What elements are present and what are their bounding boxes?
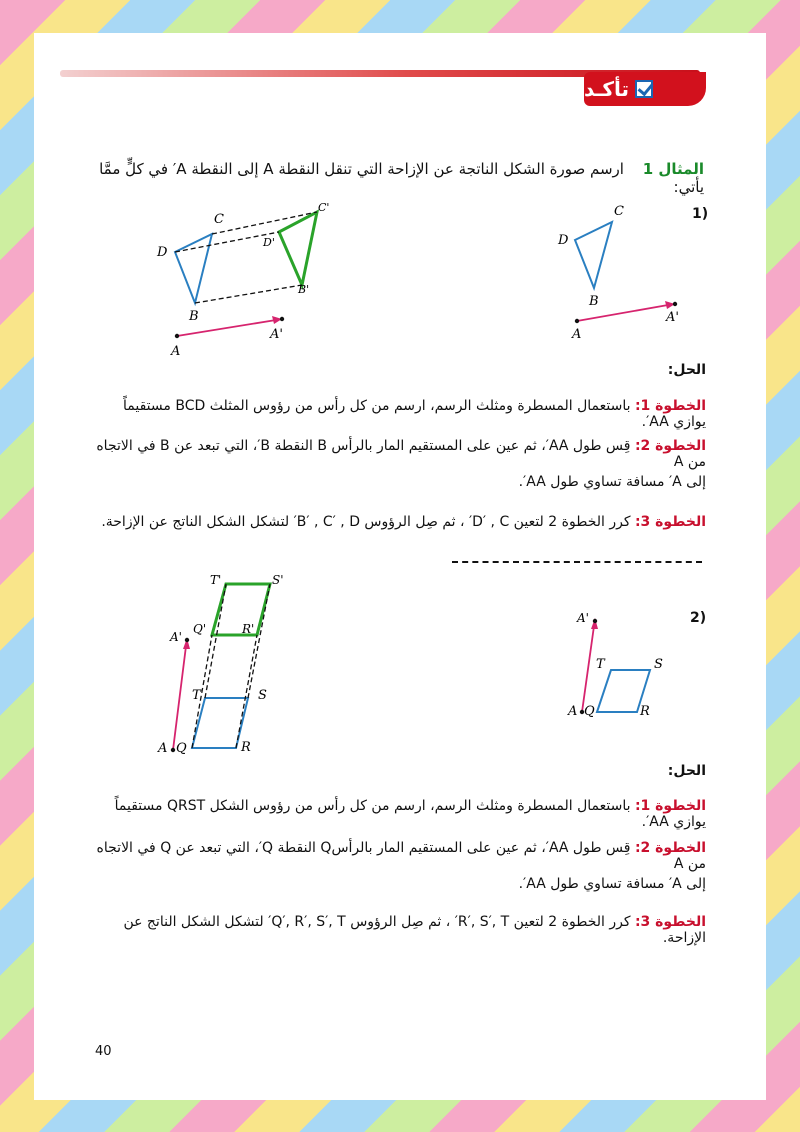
p1-step2-label: الخطوة 2: — [634, 438, 706, 454]
p2-step3 — [86, 914, 706, 946]
dash-c — [212, 212, 317, 234]
dash-r — [236, 635, 257, 748]
label-s: S — [258, 688, 267, 703]
point-a-prime-2 — [185, 638, 189, 642]
label-b-prime: B' — [298, 283, 310, 296]
point-a-2 — [171, 748, 175, 752]
label-b: B — [189, 309, 199, 324]
point-a-right — [575, 319, 579, 323]
page-number: 40 — [95, 1044, 112, 1059]
label-c: C — [214, 212, 224, 227]
label-t-right: T — [596, 657, 605, 672]
triangle-bcd — [175, 234, 212, 303]
triangle-image — [279, 212, 317, 285]
label-c-prime: C' — [318, 201, 330, 214]
label-s-prime: S' — [272, 573, 284, 587]
p2-step1 — [86, 798, 706, 830]
label-q-prime: Q' — [193, 622, 207, 636]
label-d-prime: D' — [263, 236, 275, 249]
p2-step3-label: الخطوة 3: — [634, 914, 706, 930]
label-a: A — [171, 344, 181, 359]
problem2-figure — [0, 560, 800, 770]
p1-step3 — [86, 514, 706, 530]
solution2-label: الحل: — [667, 763, 706, 779]
p2-step2 — [86, 840, 706, 872]
banner-title: تأكـد — [584, 77, 630, 101]
vector-aa-2 — [173, 646, 186, 750]
label-t: T — [192, 688, 201, 703]
point-a-prime — [280, 317, 284, 321]
vector-aa-right-2 — [582, 626, 594, 712]
label-r-prime: R' — [242, 622, 255, 636]
label-c-right: C — [614, 204, 624, 219]
label-a-prime-2: A' — [170, 630, 182, 644]
problem1-number: 1) — [692, 206, 709, 222]
label-a-right: A — [572, 327, 582, 342]
p1-step2 — [86, 438, 706, 470]
p2-step1-label: الخطوة 1: — [634, 798, 706, 814]
p1-step2-text: قِس طول AA′، ثم عين على المستقيم المار بالرأس B النقطة B′، التي تبعد عن B في الاتجاه من A — [96, 438, 706, 470]
label-r: R — [241, 740, 251, 755]
label-a-prime-right: A' — [666, 310, 679, 325]
label-r-right: R — [640, 704, 650, 719]
label-a-right-2: A — [568, 704, 578, 719]
label-a-prime-right-2: A' — [577, 611, 589, 625]
parallelogram-qrst — [192, 698, 248, 748]
dash-s — [248, 584, 270, 698]
p2-step2-text: قِس طول AA′، ثم عين على المستقيم المار بالرأسQ النقطة Q′، التي تبعد عن Q في الاتجاه من A — [96, 840, 706, 872]
point-a — [175, 334, 179, 338]
p2-step2-cont: إلى A′ مسافة تساوي طول AA′. — [518, 876, 706, 892]
p1-step1 — [86, 398, 706, 430]
p2-step3-text: كرر الخطوة 2 لتعين R′, S′, T′ ، ثم صِل الرؤوس Q′, R′, S′, T′ لتشكل الشكل الناتج عن الإزاحة. — [123, 914, 706, 946]
point-a-prime-right — [673, 302, 677, 306]
label-a-2: A — [158, 741, 168, 756]
dash-t — [205, 584, 226, 698]
point-a-prime-right-2 — [593, 619, 597, 623]
solution1-label: الحل: — [667, 362, 706, 378]
label-t-prime: T' — [210, 573, 222, 587]
p1-step3-label: الخطوة 3: — [634, 514, 706, 530]
problem1-figure — [0, 0, 800, 380]
label-s-right: S — [654, 657, 663, 672]
p1-step1-label: الخطوة 1: — [634, 398, 706, 414]
p1-step1-text: باستعمال المسطرة ومثلث الرسم، ارسم من كل رأس من رؤوس المثلث BCD مستقيماً يوازي AA′. — [123, 398, 706, 430]
label-a-prime: A' — [270, 327, 283, 342]
p1-step3-text: كرر الخطوة 2 لتعين D′ , C′ ، ثم صِل الرؤوس B′ , C′ , D′ لتشكل الشكل الناتج عن الإزاحة. — [101, 514, 631, 530]
label-d: D — [157, 245, 168, 260]
p1-step2-cont: إلى A′ مسافة تساوي طول AA′. — [518, 474, 706, 490]
problem2-number: 2) — [690, 610, 707, 626]
p2-step2-label: الخطوة 2: — [634, 840, 706, 856]
p2-step1-text: باستعمال المسطرة ومثلث الرسم، ارسم من كل رأس من رؤوس الشكل QRST مستقيماً يوازي AA′. — [114, 798, 706, 830]
triangle-bcd-right — [575, 222, 612, 288]
label-b-right: B — [589, 294, 599, 309]
example-label: المثال 1 — [642, 160, 704, 178]
dash-b — [195, 285, 302, 303]
label-d-right: D — [558, 233, 569, 248]
example-prompt: ارسم صورة الشكل الناتجة عن الإزاحة التي تنقل النقطة A إلى النقطة A′ في كلٍّ ممَّا يأتي: — [99, 160, 704, 196]
label-q: Q — [176, 741, 187, 756]
label-q-right: Q — [584, 704, 595, 719]
